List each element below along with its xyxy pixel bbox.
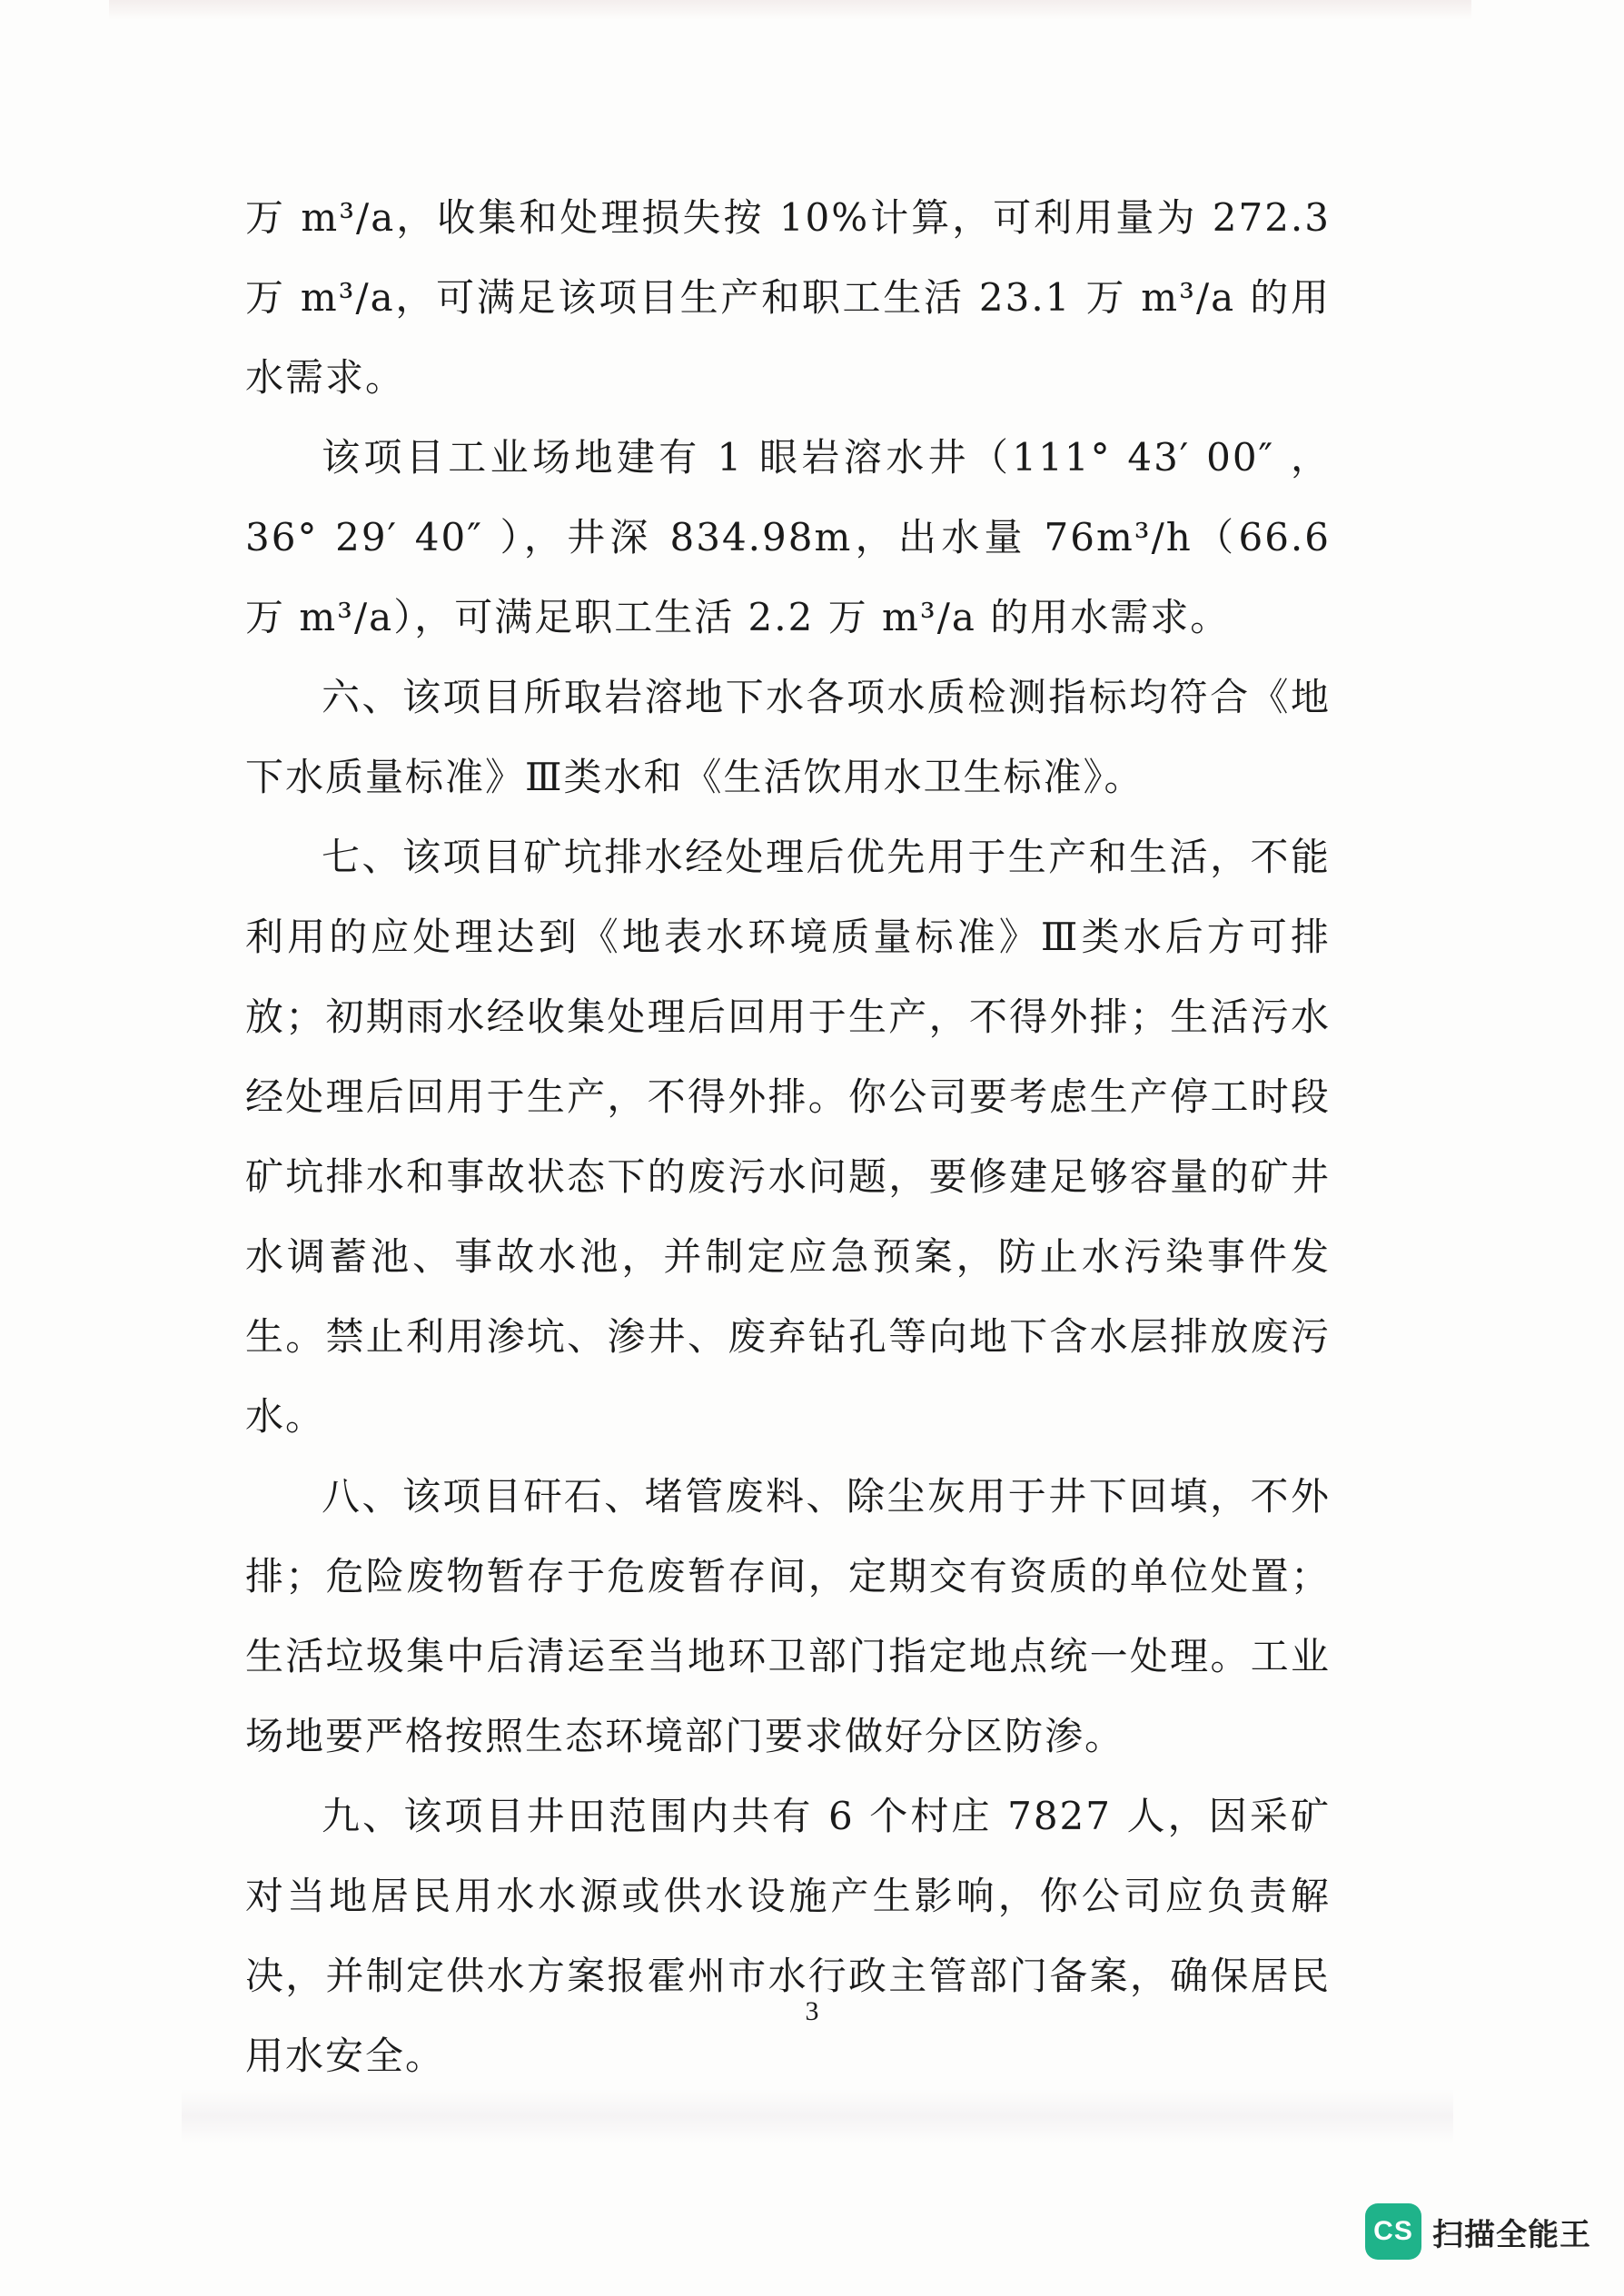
camscanner-logo-icon: CS xyxy=(1365,2203,1421,2260)
scan-artifact-bottom xyxy=(182,2089,1453,2143)
paragraph-item-9: 九、该项目井田范围内共有 6 个村庄 7827 人，因采矿对当地居民用水水源或供水设施产生影响，你公司应负责解决，并制定供水方案报霍州市水行政主管部门备案，确保居民用水安全。 xyxy=(245,1794,1331,2078)
camscanner-watermark xyxy=(1365,2203,1591,2260)
paragraph-karst-well: 该项目工业场地建有 1 眼岩溶水井（111° 43′ 00″ ，36° 29′ 40″ ），井深 834.98m，出水量 76m³/h（66.6 万 m³/a），可满足职工生活 2.2 万 m³/a 的用水需求。 xyxy=(245,435,1331,639)
paragraph-water-availability: 万 m³/a，收集和处理损失按 10%计算，可利用量为 272.3 万 m³/a，可满足该项目生产和职工生活 23.1 万 m³/a 的用水需求。 xyxy=(245,195,1331,400)
document-body xyxy=(245,178,1331,2096)
scan-artifact-top xyxy=(109,0,1471,20)
paragraph-item-8: 八、该项目矸石、堵管废料、除尘灰用于井下回填，不外排；危险废物暂存于危废暂存间，定期交有资质的单位处置；生活垃圾集中后清运至当地环卫部门指定地点统一处理。工业场地要严格按照生态环境部门要求做好分区防渗。 xyxy=(245,1474,1331,1758)
paragraph-item-7: 七、该项目矿坑排水经处理后优先用于生产和生活，不能利用的应处理达到《地表水环境质量标准》Ⅲ类水后方可排放；初期雨水经收集处理后回用于生产，不得外排；生活污水经处理后回用于生产，不得外排。你公司要考虑生产停工时段矿坑排水和事故状态下的废污水问题，要修建足够容量的矿井水调蓄池、事故水池，并制定应急预案，防止水污染事件发生。禁止利用渗坑、渗井、废弃钻孔等向地下含水层排放废污水。 xyxy=(245,835,1331,1439)
camscanner-app-name: 扫描全能王 xyxy=(1432,2216,1591,2253)
page-number: 3 xyxy=(805,1996,819,2026)
paragraph-item-6: 六、该项目所取岩溶地下水各项水质检测指标均符合《地下水质量标准》Ⅲ类水和《生活饮用水卫生标准》。 xyxy=(245,675,1331,799)
